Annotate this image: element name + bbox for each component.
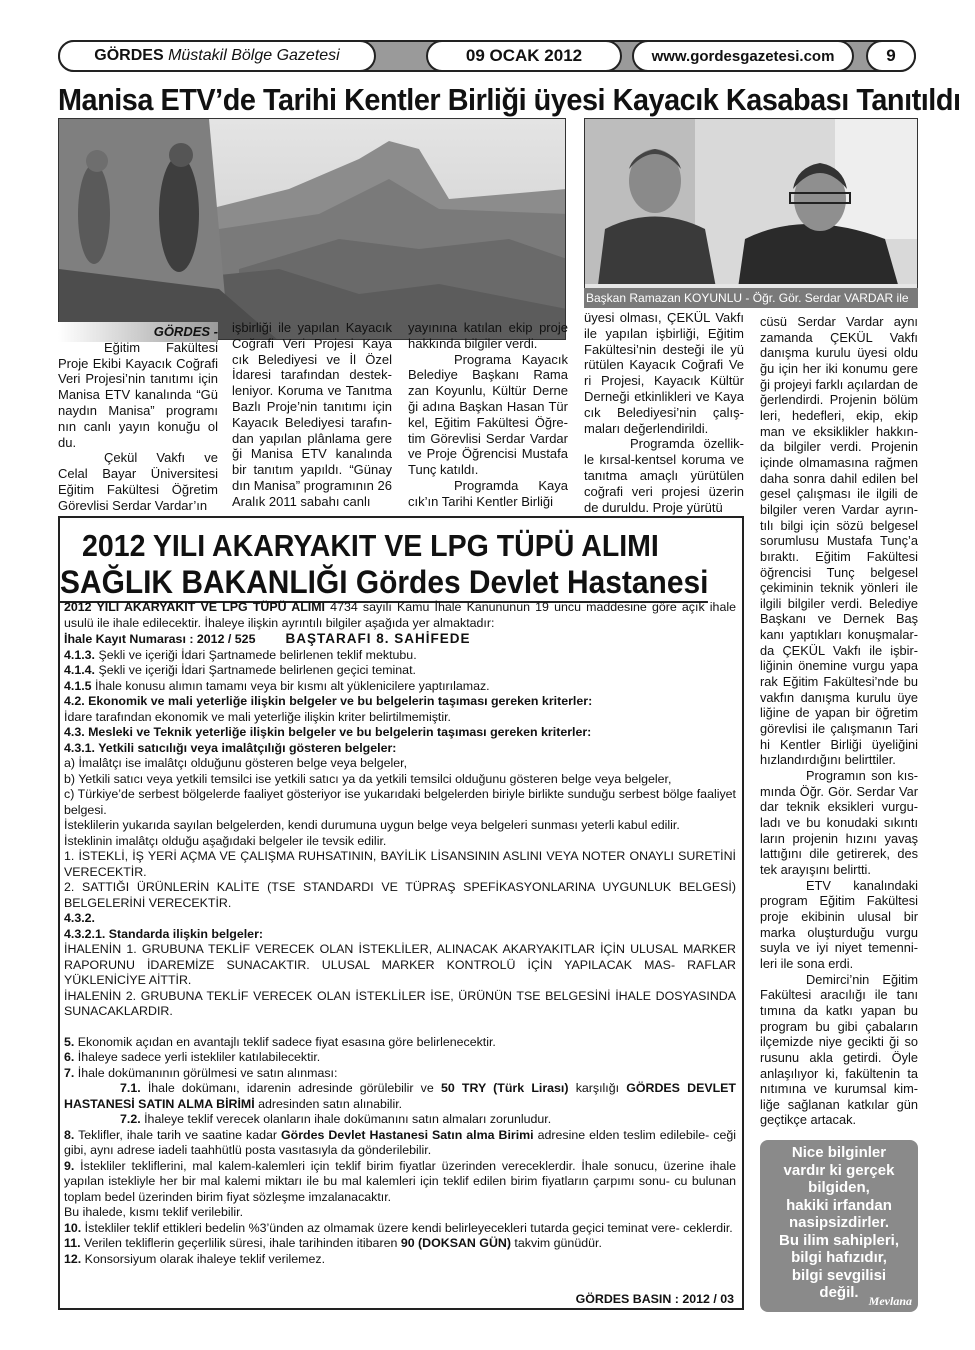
article-column-5 (760, 314, 918, 1128)
notice-line: İhaleye sadece yerli istekliler katılabilecektir. (74, 1050, 321, 1064)
article-column-1 (58, 324, 218, 514)
quote-line: değil. (819, 1284, 859, 1301)
paper-name-pill (58, 40, 376, 72)
notice-continued-label: BAŞTARAFI 8. SAHİFEDE (285, 631, 471, 646)
article-paragraph: Çekül Vakfı ve Celal Bayar Üniversitesi Eğitim Fakültesi Öğretim Görevlisi Serdar Vardar’ın (58, 450, 218, 513)
article-paragraph: yayınına katılan ekip proje hakkında bilgiler verdi. (408, 320, 568, 351)
article-paragraph: ETV kanalındaki program Eğitim Fakültesi proje ekibinin ulusal bir marka oluşturduğu vurgu suyla ve iyi niyet temenni- leri ile sona erdi. (760, 877, 918, 971)
page-number: 9 (886, 46, 896, 65)
dateline: GÖRDES - (153, 324, 218, 339)
notice-line: 1. İSTEKLİ, İŞ YERİ AÇMA VE ÇALIŞMA RUHSATININ, BAYİLİK LİSANSININ ASLINI VEYA NOTER ONAYLI SURETİNİ VERECEKTİR. (64, 849, 736, 879)
notice-line: karşılığı (568, 1081, 627, 1095)
notice-line: Teklifler, ihale tarih ve saatine kadar (74, 1127, 281, 1142)
notice-intro-bold: 2012 YILI AKARYAKIT VE LPG TÜPÜ ALIMI (64, 600, 325, 614)
notice-line: 2. SATTIĞI ÜRÜNLERİN KALİTE (TSE STANDARDI VE TÜPRAŞ SPEFİKASYONLARINA UYGUNLUK BELGESİ) BELGELERİNİ VERECEKTİR. (64, 880, 736, 910)
item-number: 4.1.3. (64, 647, 96, 662)
notice-heading: 4.3. Mesleki ve Teknik yeterliğe ilişkin belgeler ve bu belgelerin taşıması gereken kriterler: (64, 725, 592, 739)
notice-line: adresine elden teslim edilebile- ceği gibi, aynı adrese iadeli taahhütlü posta vasıtasıyla da gönderilebilir. (64, 1127, 737, 1157)
quote-line: bilgi hafızıdır, (791, 1249, 887, 1266)
item-number: 12. (64, 1251, 82, 1266)
article-paragraph: Programa Kayacık Belediye Başkanı Rama zan Koyunlu, Kültür Derne ği adına Başkan Hasan Tür kel, Eğitim Fakültesi Öğre- tim Görevlisi Serdar Vardar ve Proje Öğrencisi Mustafa Tunç katıldı. (408, 351, 568, 478)
notice-line: İstekliler teklif ettikleri bedelin %3’ünden az olmamak üzere kendi belirleyecekleri tutarda geçici teminat vere- ceklerdir. (81, 1220, 733, 1235)
article-paragraph: Eğitim Fakültesi Proje Ekibi Kayacık Coğrafi Veri Projesi’nin tanıtımı için Manisa ETV kanalında “Gü naydın Manisa” programı nın canlı yayın konuğu ol du. (58, 339, 218, 450)
website-pill (632, 40, 854, 72)
notice-line: İhaleye teklif verecek olanların ihale dokümanını satın almaları zorunludur. (140, 1112, 552, 1126)
quote-line: hakiki irfandan (786, 1196, 892, 1214)
item-number: 4.1.5 (64, 678, 92, 693)
notice-heading: 4.3.1. Yetkili satıcılığı veya imalâtçılığı gösteren belgeler: (64, 740, 397, 755)
notice-line: İHALENİN 2. GRUBUNA TEKLİF VERECEK OLAN İSTEKLİLER İSE, ÜRÜNÜN TSE BELGESİNİ İHALE DOSYASINDA SUNACAKLARDIR. (64, 988, 736, 1018)
notice-validity: 90 (DOKSAN GÜN) (400, 1236, 511, 1250)
notice-line: İHALENİN 1. GRUBUNA TEKLİF VERECEK OLAN İSTEKLİLER, ALINACAK AKARYAKITLAR İÇİN ULUSAL MARKER RAPORUNU İDAREMİZE SUNACAKTIR. ULUSAL MARKER KONTROLÜ İÇİN YAPILACAK MAS- RAFLAR YÜKLENİCİYE AİTTİR. (64, 942, 736, 987)
article-paragraph: işbirliği ile yapılan Kayacık Coğrafi Veri Projesi Kaya cık Belediyesi ve İl Özel İdaresi tarafından destek- leniyor. Koruma ve Tanıtma Bazlı Proje’nin tanıtımı için Kayacık Belediyesi tarafın- dan yapılan plânlama gere ği Manisa ETV kanalında bir tanıtım yapıldı. “Günay dın Manisa” programının 26 Aralık 2011 sabahı canlı (232, 320, 392, 509)
article-paragraph: Programda özellik- le kırsal-kentsel koruma ve tanıtma amaçlı yürütülen coğrafi veri projesi üzerin de duruldu. Proje yürütü (584, 436, 744, 515)
quote-line: vardır ki gerçek (783, 1161, 895, 1179)
item-number: 8. (64, 1127, 75, 1142)
article-column-2 (232, 320, 392, 510)
notice-title: 2012 YILI AKARYAKIT VE LPG TÜPÜ ALIMI (82, 528, 659, 563)
quote-line: bilgiden, (808, 1179, 870, 1196)
quote-line: nasipsizdirler. (788, 1214, 890, 1231)
quote-author: Mevlana (868, 1293, 912, 1308)
item-number: 5. (64, 1034, 75, 1049)
notice-subtitle: SAĞLIK BAKANLIĞI Gördes Devlet Hastanesi (60, 564, 708, 603)
notice-registration-number: İhale Kayıt Numarası : 2012 / 525 (64, 632, 256, 646)
article-column-4 (584, 310, 744, 515)
quote-line: Bu ilim sahipleri, (778, 1231, 900, 1249)
notice-office: GÖRDES DEVLET HASTANESİ SATIN ALMA BİRİMİ (64, 1081, 737, 1111)
notice-heading: 4.3.2.1. Standarda ilişkin belgeler: (64, 926, 264, 941)
notice-line: b) Yetkili satıcı veya yetkili temsilci ise yetkili satıcı ya da yetkili temsilci olduğunu gösteren belge veya belgeler, (64, 771, 672, 786)
website-url: www.gordesgazetesi.com (651, 47, 835, 65)
item-number: 10. (64, 1220, 82, 1235)
notice-price: 50 TRY (Türk Lirası) (440, 1081, 569, 1095)
article-paragraph: üyesi olması, ÇEKÜL Vakfı ile yapılan işbirliği, Eğitim Fakültesi’nin desteği ile yü rütülen Kayacık Coğrafi Ve ri Projesi, Kayacık Kültür Derneği etkinlikleri ve Kaya cık Belediyesi’nin çalış- maları değerlendirildi. (584, 310, 744, 436)
issue-date: 09 OCAK 2012 (465, 46, 583, 65)
notice-body (64, 600, 736, 1267)
item-number: 7. (64, 1065, 75, 1080)
quote-text (760, 1140, 918, 1302)
notice-line: adresinden satın alınabilir. (254, 1096, 403, 1111)
article-headline: Manisa ETV’de Tarihi Kentler Birliği üyesi Kayacık Kasabası Tanıtıldı (58, 82, 961, 117)
officials-photo (584, 118, 918, 308)
press-reference: GÖRDES BASIN : 2012 / 03 (575, 1292, 734, 1306)
notice-line: İhale dokümanının görülmesi ve satın alınması: (74, 1065, 338, 1080)
mountain-photo (58, 118, 566, 340)
item-number: 4.1.4. (64, 663, 96, 677)
notice-heading: 4.2. Ekonomik ve mali yeterliğe ilişkin belgeler ve bu belgelerin taşıması gereken kriterler: (64, 694, 593, 708)
notice-office: Gördes Devlet Hastanesi Satın alma Birimi (281, 1127, 534, 1142)
article-column-3 (408, 320, 568, 510)
item-number: 11. (64, 1236, 81, 1250)
mountain-photo-image (59, 119, 566, 340)
notice-line: Ekonomik açıdan en avantajlı teklif sadece fiyat esasına göre belirlenecektir. (74, 1034, 496, 1049)
notice-line: İdare tarafından ekonomik ve mali yeterliğe ilişkin kriter belirtilmemiştir. (64, 709, 452, 724)
notice-heading: 4.3.2. (64, 911, 96, 925)
notice-line: İhale konusu alımın tamamı veya bir kısmı alt yüklenicilere yaptırılamaz. (91, 678, 490, 693)
notice-line: İhale dokümanı, idarenin adresinde görülebilir ve (140, 1081, 441, 1095)
notice-line: Şekli ve içeriği İdari Şartnamede belirlenen geçici teminat. (95, 663, 416, 677)
paper-name-bold: GÖRDES (94, 47, 164, 64)
photo-caption: Başkan Ramazan KOYUNLU - Öğr. Gör. Serdar VARDAR ile (584, 288, 918, 308)
quote-line: bilgi sevgilisi (791, 1266, 887, 1284)
notice-line: takvim günüdür. (510, 1236, 602, 1250)
quote-box (760, 1140, 918, 1312)
item-number: 6. (64, 1050, 75, 1064)
spacer (64, 1020, 736, 1035)
officials-photo-image (585, 119, 918, 308)
tender-notice-box (58, 516, 744, 1310)
notice-intro: 4734 sayılı Kamu İhale Kanununun 19 uncu maddesine göre açık ihale usulü ile ihale edilecektir. İhaleye ilişkin ayrıntılı bilgiler aşağıda yer almaktadır: (64, 600, 736, 630)
date-pill (426, 40, 622, 72)
notice-line: İsteklinin imalâtçı olduğu aşağıdaki belgeler ile tevsik edilir. (64, 833, 387, 848)
notice-line: İstekliler tekliflerini, mal kalem-kalemleri için teklif birim fiyatlar üzerinden vereceklerdir. İhale sonucu, üzerine ihale yapılan istekliyle her bir mal kalemi miktarı ile bu mal kalemleri için teklif edilen birim fiyatların çarpımı sonu- cu bulunan toplam bedel üzerinden birim fiyat sözleşme imzalanacaktır. (64, 1158, 736, 1204)
article-paragraph: Demirci’nin Eğitim Fakültesi aracılığı ile tanı tımına da katkı yapan bu program bu gibi çabaların ilçemizde niye gecikti ği so rusunu akla getirdi. Öyle anlaşılıyor ki, fakültenin ta nıtımına ve kurumsal kim- liğe sağlanan katkılar gün geçtikçe artacak. (760, 971, 918, 1128)
notice-line: Bu ihalede, kısmı teklif verilebilir. (64, 1205, 244, 1219)
page-number-pill (866, 40, 916, 72)
paper-name-rest: Müstakil Bölge Gazetesi (168, 47, 340, 64)
notice-line: İsteklilerin yukarıda sayılan belgelerden, kendi durumuna uygun belge veya belgeleri sunması yeterli kabul edilir. (64, 818, 680, 832)
quote-line: Nice bilginler (791, 1144, 887, 1161)
notice-line: Konsorsiyum olarak ihaleye teklif verilemez. (81, 1251, 326, 1266)
article-paragraph: Programın son kıs- mında Öğr. Gör. Serdar Var dar teknik eksikleri vurgu- ladı ve bu konudaki sıkıntı ların projenin hızını yavaş lattığını dile getirerek, des tek arayışını belirtti. (760, 768, 918, 877)
article-paragraph: Programda Kaya cık’ın Tarihi Kentler Birliği (408, 477, 568, 509)
notice-line: Şekli ve içeriği İdari Şartnamede belirlenen teklif mektubu. (95, 647, 417, 662)
notice-line: a) İmalâtçı ise imalâtçı olduğunu gösteren belge veya belgeler, (64, 756, 408, 770)
item-number: 7.2. (120, 1112, 141, 1126)
article-paragraph: cüsü Serdar Vardar aynı zamanda ÇEKÜL Vakfı danışma kurulu üyesi oldu ğu için her iki konumu gere ği projeyi farklı açılardan de ğerlendirdi. Projenin bölüm leri, hedefleri, ekip, ekip man ve eksiklikler hakkın- da bilgiler verdi. Projenin içinde olmamasına rağmen daha sonra dahil edilen bel gesel çalışması ile ilgili de bilgiler veren Vardar ayrın- tılı bilgi için sözü belgesel sorumlusu Mustafa Tunç’a bıraktı. Eğitim Fakültesi öğrencisi Tunç belgesel çekiminin teknik yönleri ile ilgili bilgiler verdi. Belediye Başkanı ve Dernek Baş kanı yaptıkları konuşmalar- da ÇEKÜL Vakfı ile işbir- liğinin önemine vurgu yapa rak Eğitim Fakültesi’nde bu vakfın danışma kurulu üye liğine de yapan bir öğretim görevlisi ile çalışmanın Tari hi Kentler Birliği üyeliğini hızlandırdığını belirttiler. (760, 314, 918, 768)
notice-line: c) Türkiye’de serbest bölgelerde faaliyet gösteriyor ise yukarıdaki belgelerden biriyle birlikte sunduğu serbest bölge faaliyet belgesi. (64, 787, 736, 817)
item-number: 7.1. (120, 1081, 141, 1095)
notice-line: Verilen tekliflerin geçerlilik süresi, ihale tarihinden itibaren (80, 1236, 401, 1250)
item-number: 9. (64, 1158, 75, 1173)
